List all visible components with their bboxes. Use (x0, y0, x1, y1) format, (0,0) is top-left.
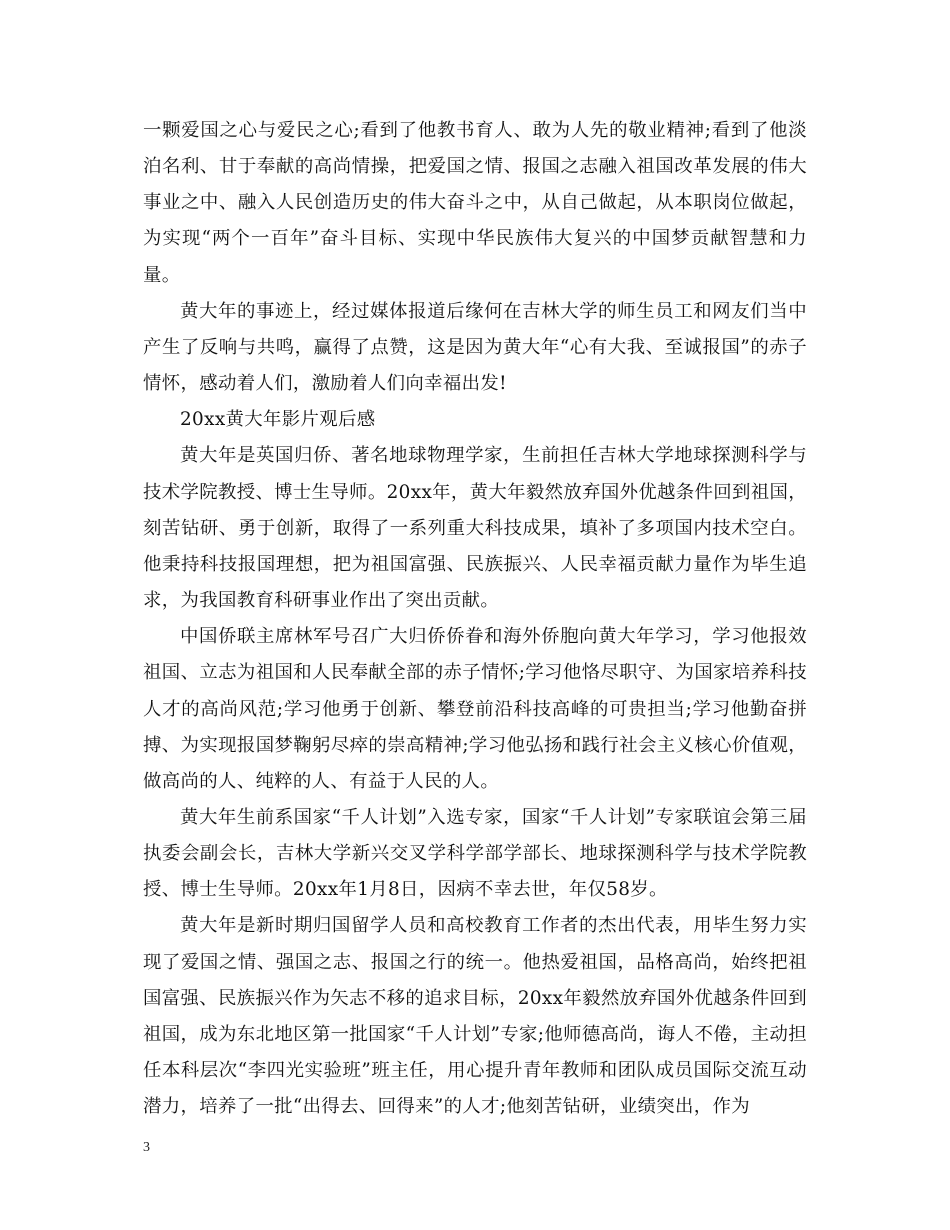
paragraph-6: 黄大年是新时期归国留学人员和高校教育工作者的杰出代表，用毕生努力实现了爱国之情、强国之志、报国之行的统一。他热爱祖国，品格高尚，始终把祖国富强、民族振兴作为矢志不移的追求目标，20xx年毅然放弃国外优越条件回到祖国，成为东北地区第一批国家“千人计划”专家;他师德高尚，诲人不倦，主动担任本科层次“李四光实验班”班主任，用心提升青年教师和团队成员国际交流互动潜力，培养了一批“出得去、回得来”的人才;他刻苦钻研，业绩突出，作为 (143, 915, 807, 1118)
section-heading: 20xx黄大年影片观后感 (180, 409, 376, 431)
page-body (143, 113, 807, 1125)
paragraph-3: 黄大年是英国归侨、著名地球物理学家，生前担任吉林大学地球探测科学与技术学院教授、博士生导师。20xx年，黄大年毅然放弃国外优越条件回到祖国，刻苦钻研、勇于创新，取得了一系列重大科技成果，填补了多项国内技术空白。他秉持科技报国理想，把为祖国富强、民族振兴、人民幸福贡献力量作为毕生追求，为我国教育科研事业作出了突出贡献。 (143, 445, 807, 612)
paragraph-1: 一颗爱国之心与爱民之心;看到了他教书育人、敢为人先的敬业精神;看到了他淡泊名利、甘于奉献的高尚情操，把爱国之情、报国之志融入祖国改革发展的伟大事业之中、融入人民创造历史的伟大奋斗之中，从自己做起，从本职岗位做起，为实现“两个一百年”奋斗目标、实现中华民族伟大复兴的中国梦贡献智慧和力量。 (143, 120, 807, 286)
paragraph-5: 黄大年生前系国家“千人计划”入选专家，国家“千人计划”专家联谊会第三届执委会副会长，吉林大学新兴交叉学科学部学部长、地球探测科学与技术学院教授、博士生导师。20xx年1月8日，因病不幸去世，年仅58岁。 (143, 806, 807, 901)
paragraph-4: 中国侨联主席林军号召广大归侨侨眷和海外侨胞向黄大年学习，学习他报效祖国、立志为祖国和人民奉献全部的赤子情怀;学习他恪尽职守、为国家培养科技人才的高尚风范;学习他勇于创新、攀登前沿科技高峰的可贵担当;学习他勤奋拼搏、为实现报国梦鞠躬尽瘁的崇高精神;学习他弘扬和践行社会主义核心价值观，做高尚的人、纯粹的人、有益于人民的人。 (143, 626, 807, 792)
paragraph-2: 黄大年的事迹上，经过媒体报道后缘何在吉林大学的师生员工和网友们当中产生了反响与共鸣，赢得了点赞，这是因为黄大年“心有大我、至诚报国”的赤子情怀，感动着人们，激励着人们向幸福出发! (143, 300, 807, 395)
page-number: 3 (143, 1140, 150, 1155)
